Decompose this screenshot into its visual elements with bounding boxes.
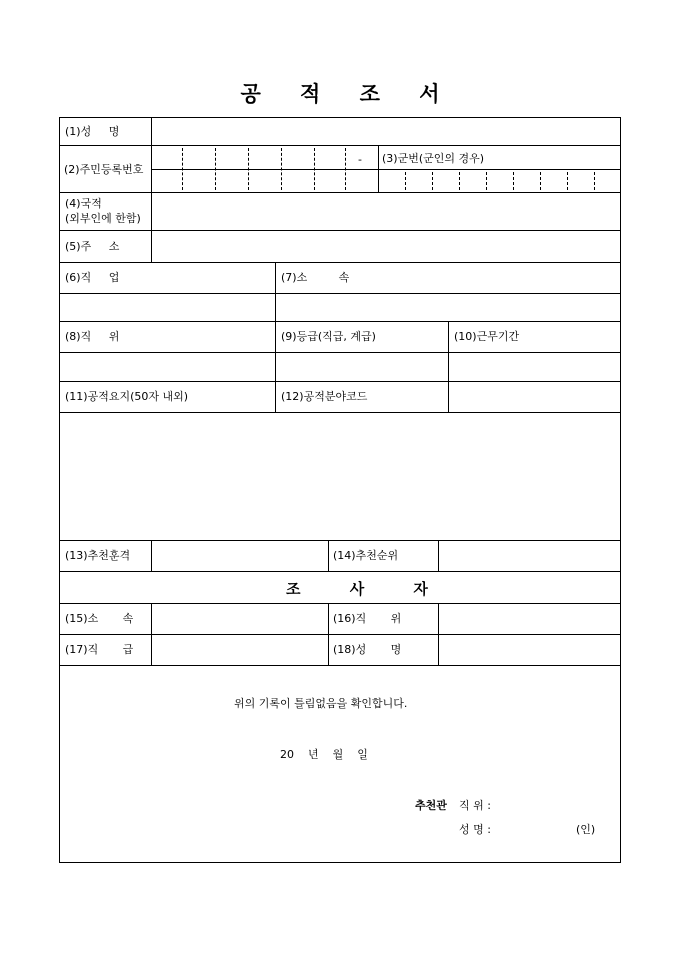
nationality-field[interactable] xyxy=(160,200,600,220)
seal-mark: (인) xyxy=(576,823,596,836)
address-field[interactable] xyxy=(160,238,600,256)
nationality-note: (외부인에 한함) xyxy=(65,212,141,225)
recommendation-rank-label: (14)추천순위 xyxy=(333,549,399,562)
affiliation-label: (7)소 속 xyxy=(281,271,350,284)
service-number-label: (3)군번(군인의 경우) xyxy=(382,152,485,165)
position-label: (8)직 위 xyxy=(65,330,120,343)
merit-summary-area[interactable] xyxy=(70,418,610,533)
merit-summary-label: (11)공적요지(50자 내외) xyxy=(65,390,189,403)
form-title: 공 적 조 서 xyxy=(240,81,456,106)
address-label: (5)주 소 xyxy=(65,240,120,253)
job-label: (6)직 업 xyxy=(65,271,120,284)
investigator-position-label: (16)직 위 xyxy=(333,612,402,625)
grade-label: (9)등급(직급, 계급) xyxy=(281,330,376,343)
name-field[interactable] xyxy=(212,124,512,140)
merit-record-form xyxy=(59,117,621,863)
merit-field-code-label: (12)공적분야코드 xyxy=(281,390,368,403)
confirmation-date: 20 년 월 일 xyxy=(280,748,368,761)
investigator-name-label: (18)성 명 xyxy=(333,643,402,656)
investigator-heading: 조 사 자 xyxy=(286,580,450,598)
investigator-grade-label: (17)직 급 xyxy=(65,643,134,656)
confirmation-statement: 위의 기록이 틀림없음을 확인합니다. xyxy=(234,697,408,710)
investigator-affiliation-label: (15)소 속 xyxy=(65,612,134,625)
nationality-label: (4)국적 xyxy=(65,197,102,210)
resident-number-label: (2)주민등록번호 xyxy=(64,163,144,176)
name-label: (1)성 명 xyxy=(65,125,120,138)
service-period-label: (10)근무기간 xyxy=(454,330,520,343)
resident-number-dash: - xyxy=(358,153,362,166)
recommender-title-label: 직 위 : xyxy=(459,799,491,812)
recommender-name-label: 성 명 : xyxy=(459,823,491,836)
recommender-label: 추천관 xyxy=(415,799,447,812)
recommended-award-label: (13)추천훈격 xyxy=(65,549,131,562)
